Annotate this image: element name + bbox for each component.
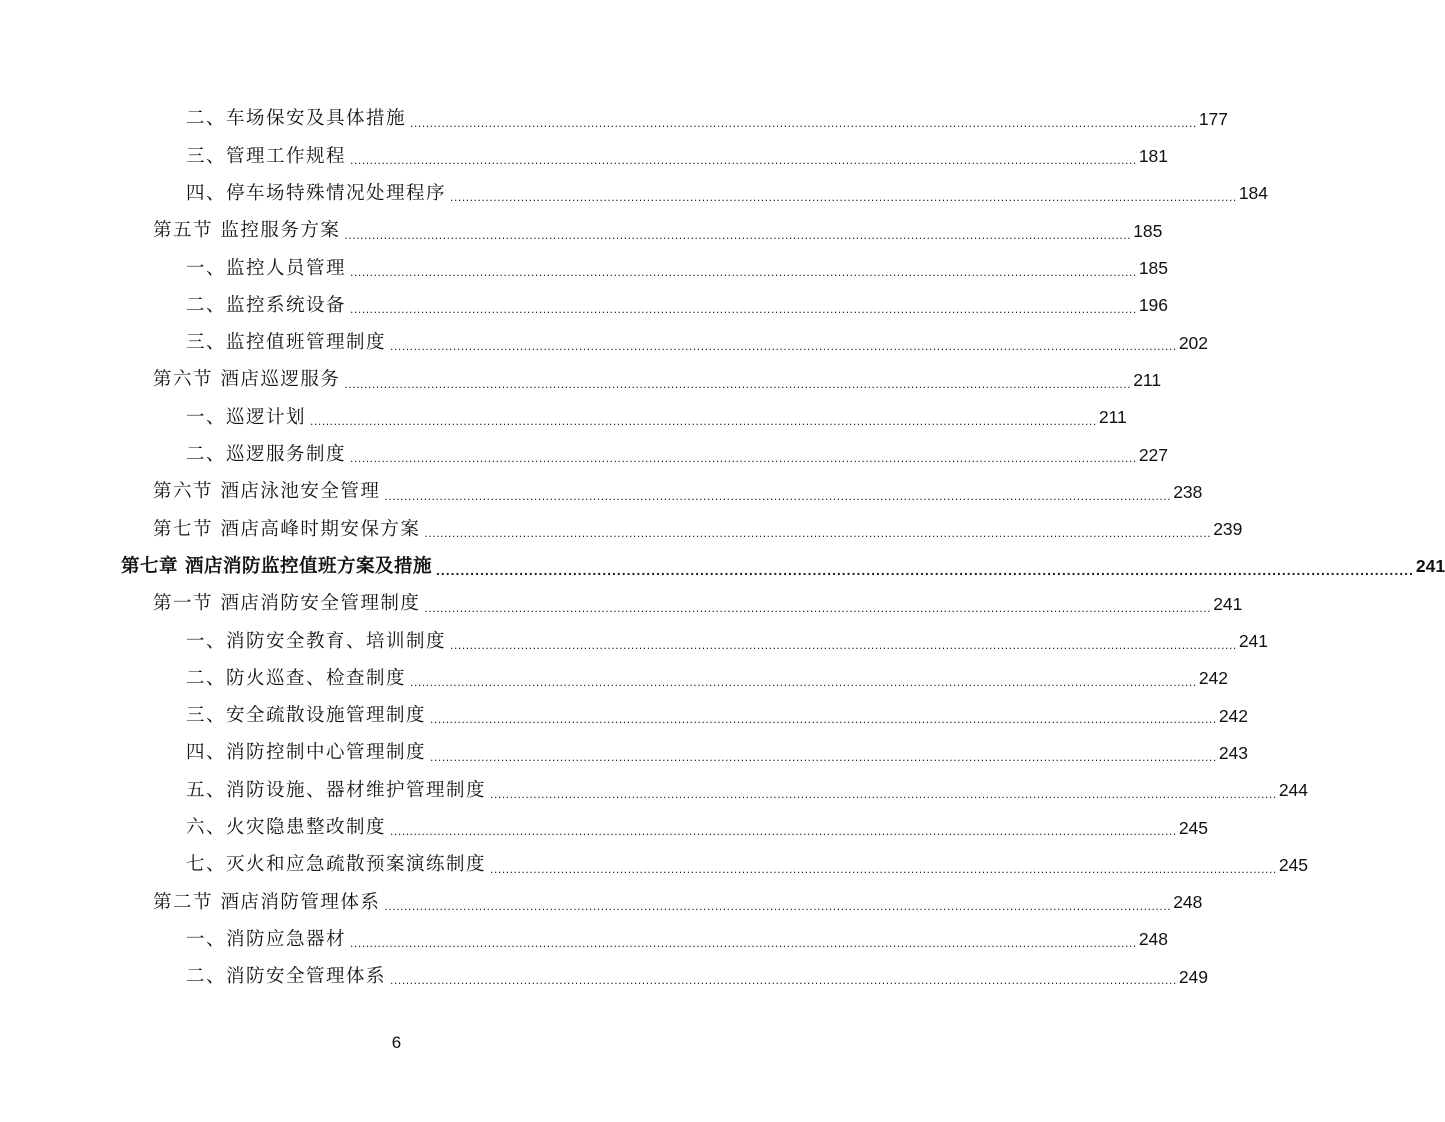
dot-leader: ........................................................................................................................................................................................................ [430,749,1217,764]
toc-entry-page: 185 [1133,220,1163,241]
toc-entry[interactable] [0,549,1445,586]
toc-entry-page: 248 [1138,929,1169,950]
dot-leader: ........................................................................................................................................................................................................ [310,414,1097,429]
dot-leader: ........................................................................................................................................................................................................ [490,786,1277,801]
toc-entry-title: 三、管理工作规程 [186,145,347,167]
toc-entry-page: 227 [1138,444,1169,465]
toc-entry[interactable] [0,772,1309,809]
toc-entry-page: 244 [1278,780,1309,801]
toc-entry[interactable] [0,586,1243,623]
toc-entry[interactable] [0,735,1249,772]
toc-entry-page: 248 [1173,892,1203,913]
toc-entry-page: 242 [1218,705,1249,726]
dot-leader: ........................................................................................................................................................................................................ [384,488,1172,503]
toc-entry[interactable] [0,138,1169,175]
toc-entry-title: 三、监控值班管理制度 [186,332,387,354]
table-of-contents [0,101,1445,996]
toc-entry-page: 243 [1218,742,1249,763]
toc-entry-page: 177 [1198,108,1229,129]
toc-entry-page: 196 [1138,295,1169,316]
page-number: 6 [391,1033,402,1052]
toc-entry[interactable] [0,810,1209,847]
toc-entry-title: 第七章 酒店消防监控值班方案及措施 [121,555,432,577]
toc-entry-title: 第六节 酒店巡逻服务 [153,369,341,391]
toc-entry-title: 一、消防安全教育、培训制度 [186,630,447,652]
toc-entry-page: 245 [1178,817,1209,838]
toc-entry[interactable] [0,922,1169,959]
dot-leader: ........................................................................................................................................................................................................ [424,525,1212,540]
toc-entry-title: 二、车场保安及具体措施 [186,108,407,130]
dot-leader: ........................................................................................................................................................................................................ [350,264,1137,279]
dot-leader: ........................................................................................................................................................................................................ [390,973,1177,988]
dot-leader: ........................................................................................................................................................................................................ [350,302,1137,317]
toc-entry[interactable] [0,399,1127,436]
dot-leader: ........................................................................................................................................................................................................ [384,898,1172,913]
toc-entry-page: 241 [1415,556,1445,577]
dot-leader: ........................................................................................................................................................................................................ [390,339,1177,354]
toc-entry-page: 202 [1178,332,1209,353]
toc-entry-title: 一、监控人员管理 [186,257,347,279]
dot-leader: ........................................................................................................................................................................................................ [450,637,1237,652]
toc-entry-title: 第五节 监控服务方案 [153,220,341,242]
toc-entry-title: 第一节 酒店消防安全管理制度 [153,593,421,615]
dot-leader: ........................................................................................................................................................................................................ [424,600,1212,615]
toc-entry-title: 三、安全疏散设施管理制度 [186,705,427,727]
toc-entry[interactable] [0,176,1269,213]
toc-entry[interactable] [0,698,1249,735]
toc-entry-title: 五、消防设施、器材维护管理制度 [186,779,487,801]
toc-entry-title: 七、灭火和应急疏散预案演练制度 [186,854,487,876]
dot-leader: ........................................................................................................................................................................................................ [430,712,1217,727]
dot-leader: ........................................................................................................................................................................................................ [390,824,1177,839]
toc-entry-page: 241 [1238,631,1269,652]
toc-entry-title: 二、消防安全管理体系 [186,966,387,988]
toc-entry-page: 211 [1133,369,1162,390]
toc-entry-page: 238 [1173,481,1203,502]
toc-entry-title: 一、巡逻计划 [186,406,307,428]
toc-entry[interactable] [0,884,1203,921]
toc-entry[interactable] [0,101,1229,138]
toc-entry-page: 249 [1178,966,1209,987]
toc-entry-page: 184 [1238,183,1269,204]
toc-entry-title: 第六节 酒店泳池安全管理 [153,481,381,503]
toc-entry-title: 一、消防应急器材 [186,928,347,950]
toc-entry-title: 第七节 酒店高峰时期安保方案 [153,518,421,540]
toc-entry-title: 第二节 酒店消防管理体系 [153,891,381,913]
dot-leader: ........................................................................................................................................................................................................ [410,675,1197,690]
toc-entry[interactable] [0,437,1169,474]
dot-leader: ........................................................................................................................................................................................................ [450,190,1237,205]
dot-leader: ........................................................................................................................................................................................................ [350,152,1137,167]
toc-entry-page: 245 [1278,854,1309,875]
toc-entry[interactable] [0,623,1269,660]
toc-entry-title: 四、消防控制中心管理制度 [186,742,427,764]
dot-leader: ........................................................................................................................................................................................................ [490,861,1277,876]
toc-entry-page: 241 [1213,593,1243,614]
toc-entry-title: 二、巡逻服务制度 [186,444,347,466]
toc-entry[interactable] [0,362,1162,399]
toc-entry[interactable] [0,660,1229,697]
dot-leader: ........................................................................................................................................................................................................ [410,115,1197,130]
toc-entry[interactable] [0,847,1309,884]
toc-entry-page: 185 [1138,258,1169,279]
dot-leader: ........................................................................................................................................................................................................ [435,562,1414,579]
toc-entry[interactable] [0,213,1163,250]
toc-entry[interactable] [0,511,1243,548]
dot-leader: ........................................................................................................................................................................................................ [350,451,1137,466]
toc-entry[interactable] [0,250,1169,287]
dot-leader: ........................................................................................................................................................................................................ [344,376,1132,391]
toc-entry-page: 211 [1098,407,1127,428]
toc-entry[interactable] [0,287,1169,324]
toc-entry-title: 二、监控系统设备 [186,294,347,316]
dot-leader: ........................................................................................................................................................................................................ [344,227,1132,242]
toc-entry[interactable] [0,325,1209,362]
toc-entry[interactable] [0,959,1209,996]
toc-entry-page: 242 [1198,668,1229,689]
dot-leader: ........................................................................................................................................................................................................ [350,936,1137,951]
toc-entry[interactable] [0,474,1203,511]
toc-entry-title: 六、火灾隐患整改制度 [186,817,387,839]
toc-entry-page: 239 [1213,519,1243,540]
toc-entry-title: 四、停车场特殊情况处理程序 [186,182,447,204]
toc-entry-page: 181 [1138,146,1169,167]
toc-entry-title: 二、防火巡查、检查制度 [186,667,407,689]
